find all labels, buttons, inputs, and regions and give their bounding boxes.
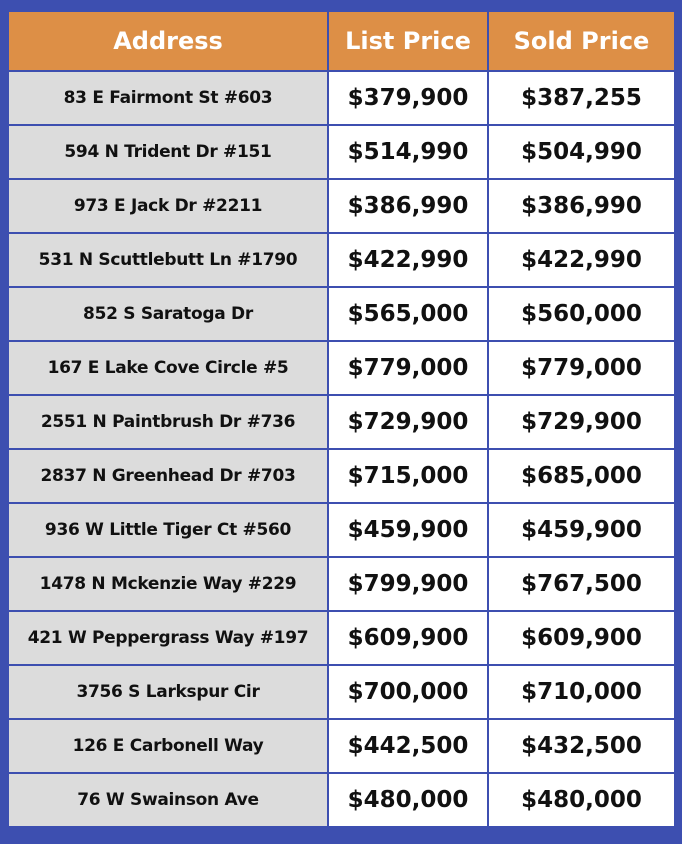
table-row <box>9 287 674 341</box>
sold-price-cell: $560,000 <box>488 287 674 341</box>
sold-price-cell: $480,000 <box>488 773 674 826</box>
list-price-cell: $480,000 <box>328 773 488 826</box>
list-price-cell: $442,500 <box>328 719 488 773</box>
address-cell: 936 W Little Tiger Ct #560 <box>9 503 328 557</box>
table-row <box>9 233 674 287</box>
table-row <box>9 395 674 449</box>
address-cell: 76 W Swainson Ave <box>9 773 328 826</box>
sold-price-cell: $729,900 <box>488 395 674 449</box>
list-price-cell: $386,990 <box>328 179 488 233</box>
list-price-cell: $565,000 <box>328 287 488 341</box>
address-cell: 83 E Fairmont St #603 <box>9 71 328 125</box>
table-row <box>9 341 674 395</box>
sold-price-cell: $386,990 <box>488 179 674 233</box>
address-cell: 2551 N Paintbrush Dr #736 <box>9 395 328 449</box>
table-row <box>9 503 674 557</box>
list-price-cell: $609,900 <box>328 611 488 665</box>
table-row <box>9 125 674 179</box>
table-row <box>9 773 674 826</box>
table-row <box>9 449 674 503</box>
list-price-cell: $700,000 <box>328 665 488 719</box>
address-cell: 2837 N Greenhead Dr #703 <box>9 449 328 503</box>
sold-price-header: Sold Price <box>488 12 674 71</box>
sold-price-cell: $685,000 <box>488 449 674 503</box>
sold-price-cell: $710,000 <box>488 665 674 719</box>
address-cell: 852 S Saratoga Dr <box>9 287 328 341</box>
address-cell: 126 E Carbonell Way <box>9 719 328 773</box>
list-price-header: List Price <box>328 12 488 71</box>
sold-price-cell: $609,900 <box>488 611 674 665</box>
table-row <box>9 665 674 719</box>
table-row <box>9 71 674 125</box>
sold-price-cell: $459,900 <box>488 503 674 557</box>
sold-price-cell: $422,990 <box>488 233 674 287</box>
sold-price-cell: $432,500 <box>488 719 674 773</box>
sales-table <box>9 12 674 826</box>
address-cell: 167 E Lake Cove Circle #5 <box>9 341 328 395</box>
table-row <box>9 611 674 665</box>
list-price-cell: $729,900 <box>328 395 488 449</box>
address-cell: 531 N Scuttlebutt Ln #1790 <box>9 233 328 287</box>
list-price-cell: $379,900 <box>328 71 488 125</box>
header-row <box>9 12 674 71</box>
address-cell: 973 E Jack Dr #2211 <box>9 179 328 233</box>
address-cell: 421 W Peppergrass Way #197 <box>9 611 328 665</box>
sold-price-cell: $767,500 <box>488 557 674 611</box>
list-price-cell: $514,990 <box>328 125 488 179</box>
sold-price-cell: $387,255 <box>488 71 674 125</box>
sold-price-cell: $504,990 <box>488 125 674 179</box>
list-price-cell: $715,000 <box>328 449 488 503</box>
address-cell: 3756 S Larkspur Cir <box>9 665 328 719</box>
address-cell: 594 N Trident Dr #151 <box>9 125 328 179</box>
sold-price-cell: $779,000 <box>488 341 674 395</box>
sales-table-frame <box>9 12 674 827</box>
list-price-cell: $459,900 <box>328 503 488 557</box>
address-header: Address <box>9 12 328 71</box>
table-row <box>9 557 674 611</box>
list-price-cell: $779,000 <box>328 341 488 395</box>
address-cell: 1478 N Mckenzie Way #229 <box>9 557 328 611</box>
table-row <box>9 179 674 233</box>
list-price-cell: $799,900 <box>328 557 488 611</box>
table-row <box>9 719 674 773</box>
list-price-cell: $422,990 <box>328 233 488 287</box>
